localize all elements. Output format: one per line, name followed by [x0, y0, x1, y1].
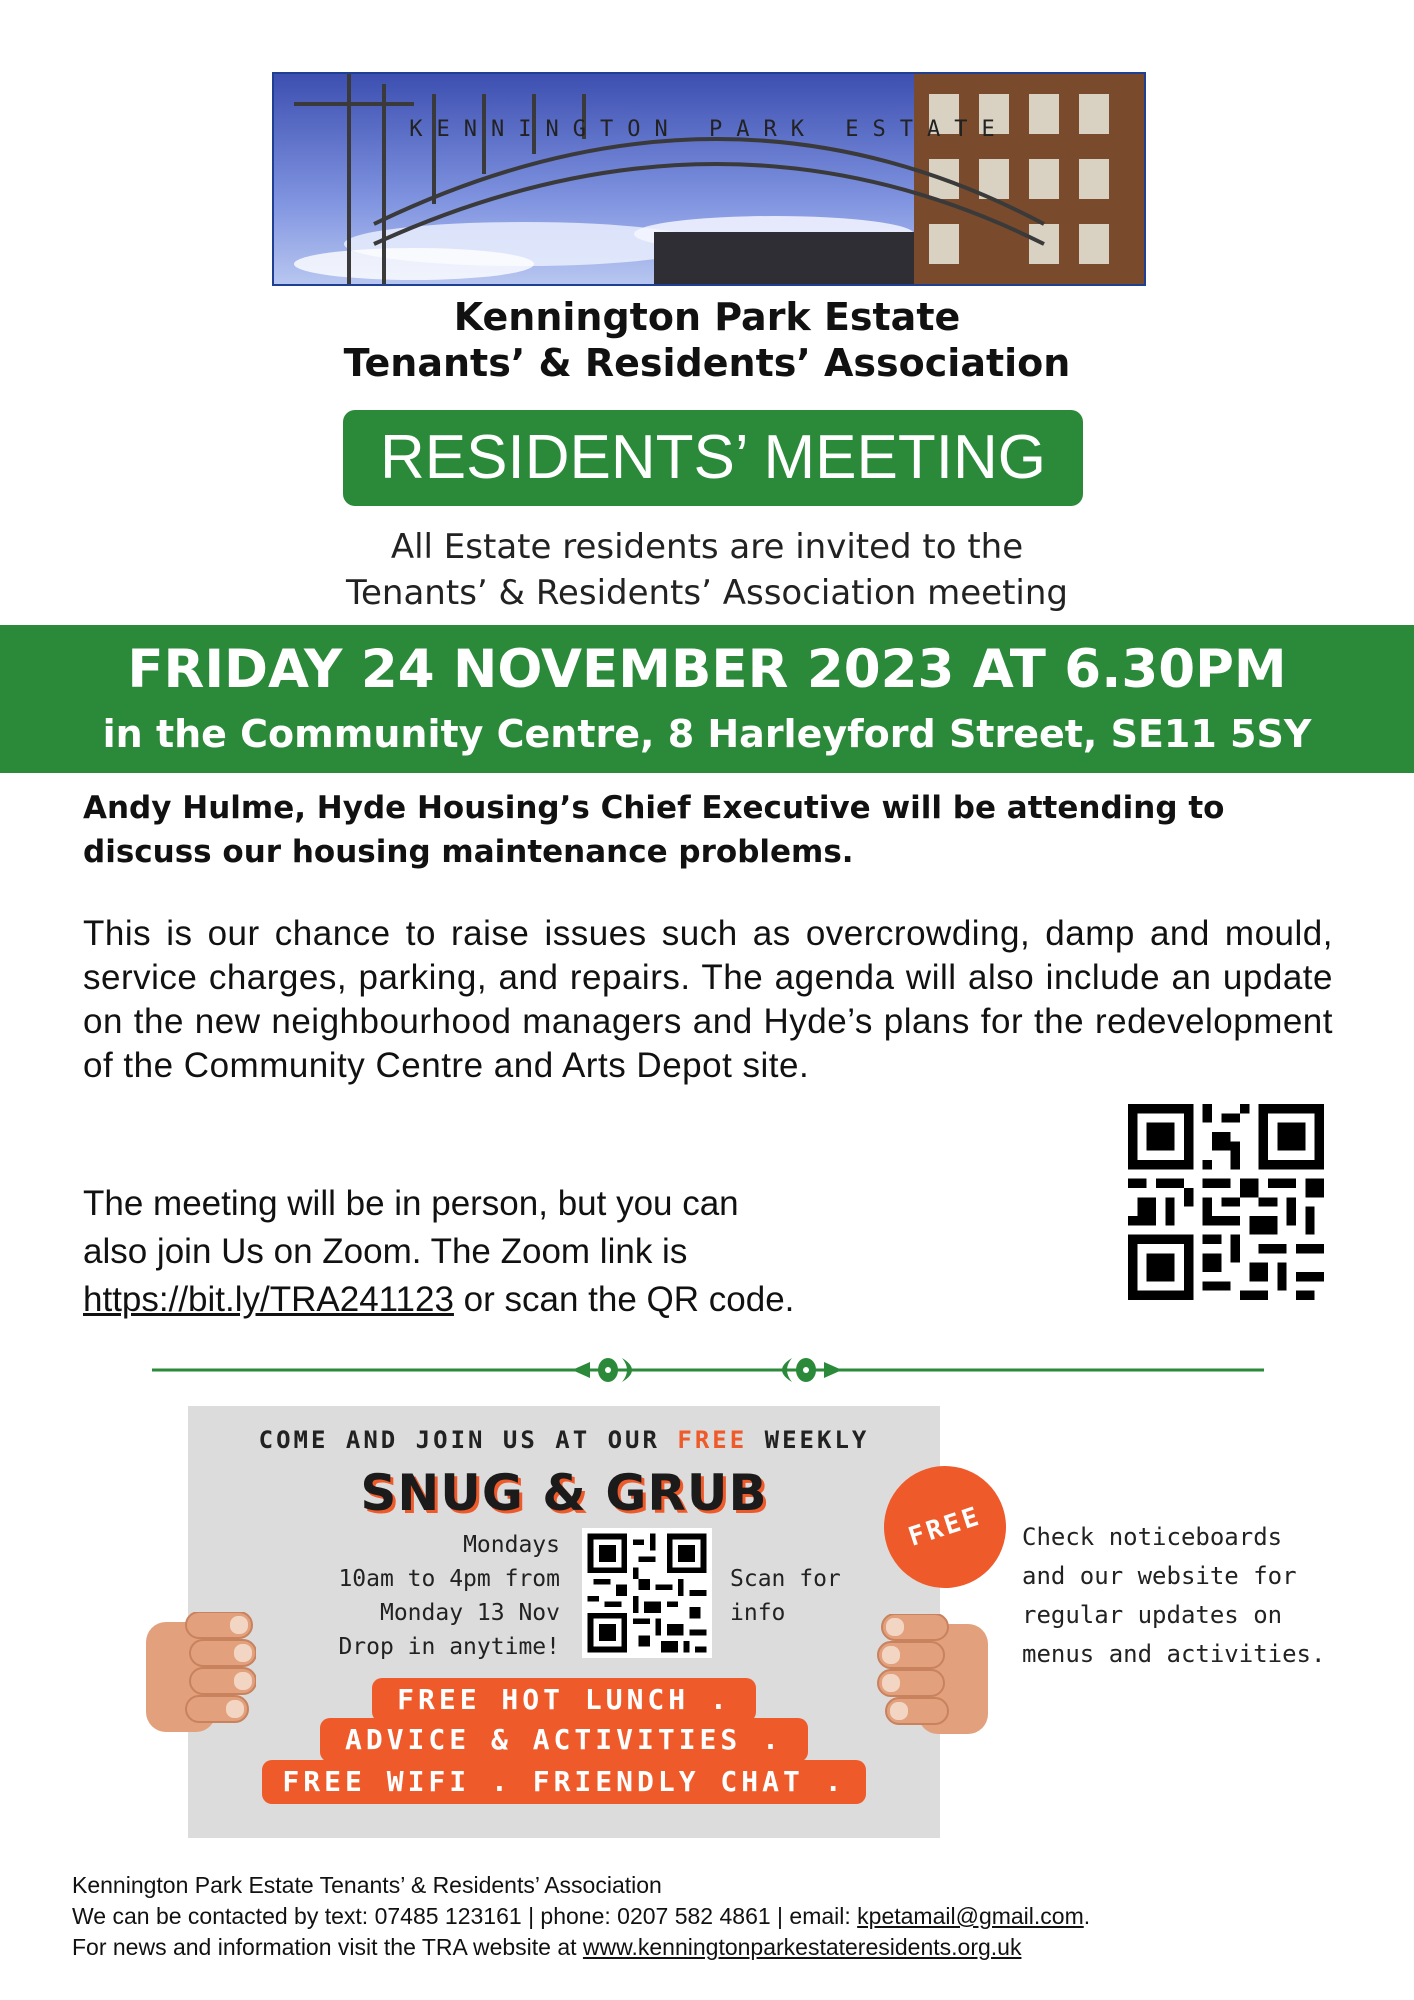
left-hand-illustration: [146, 1612, 256, 1732]
estate-gate-photo: [272, 72, 1146, 286]
offer-pill-advice: ADVICE & ACTIVITIES .: [320, 1718, 808, 1762]
schedule-line: Drop in anytime!: [338, 1634, 560, 1660]
right-hand-illustration: [876, 1614, 988, 1734]
footer-website-text: For news and information visit the TRA website at: [72, 1934, 583, 1960]
footer-contact: [72, 1901, 1372, 1932]
agenda-paragraph: This is our chance to raise issues such as overcrowding, damp and mould, service charges, parking, and repairs. The agenda will also include an update on the new neighbourhood managers and Hyde’s plans for the redevelopment of the Community Centre and Arts Depot site.: [83, 914, 1333, 1085]
footer-contact-end: .: [1083, 1903, 1091, 1929]
offer-pill-lunch: FREE HOT LUNCH .: [372, 1678, 756, 1722]
website-link[interactable]: www.kenningtonparkestateresidents.org.uk: [582, 1934, 1022, 1960]
organization-title: [0, 294, 1414, 386]
poster-heading-pre: COME AND JOIN US AT OUR: [258, 1426, 678, 1454]
schedule-line: Mondays: [463, 1532, 560, 1558]
org-title-line1: Kennington Park Estate: [453, 295, 961, 339]
meeting-date: FRIDAY 24 NOVEMBER 2023 AT 6.30PM: [127, 639, 1287, 700]
zoom-link[interactable]: https://bit.ly/TRA241123: [83, 1280, 454, 1319]
zoom-line3: [83, 1276, 983, 1324]
zoom-suffix: or scan the QR code.: [453, 1280, 795, 1319]
arch-lettering: KENNINGTON PARK ESTATE: [409, 117, 1009, 142]
scan-for-info: [730, 1562, 850, 1630]
zoom-line1: The meeting will be in person, but you can: [83, 1184, 739, 1223]
note-line: regular updates on: [1022, 1601, 1283, 1629]
org-title-line2: Tenants’ & Residents’ Association: [343, 341, 1071, 385]
lead-paragraph: Andy Hulme, Hyde Housing’s Chief Executive will be attending to discuss our housing maintenance problems.: [83, 790, 1225, 870]
noticeboard-note: [1022, 1518, 1352, 1674]
contact-footer: [72, 1870, 1372, 1963]
schedule-line: 10am to 4pm from: [338, 1566, 560, 1592]
date-venue-band: [0, 625, 1414, 773]
residents-meeting-badge: RESIDENTS’ MEETING: [343, 410, 1083, 506]
footer-org: Kennington Park Estate Tenants’ & Residents’ Association: [72, 1872, 662, 1898]
poster-heading-post: WEEKLY: [747, 1426, 870, 1454]
invitation-text: [0, 524, 1414, 616]
email-link[interactable]: kpetamail@gmail.com: [857, 1903, 1084, 1929]
snug-qr-code[interactable]: [582, 1528, 712, 1658]
poster-heading-free: FREE: [677, 1426, 748, 1454]
poster-heading: [188, 1426, 940, 1454]
snug-grub-title: SNUG & GRUB: [360, 1464, 768, 1522]
note-line: and our website for: [1022, 1562, 1297, 1590]
note-line: Check noticeboards: [1022, 1523, 1283, 1551]
free-badge: FREE: [868, 1450, 1022, 1604]
offer-pill-wifi: FREE WIFI . FRIENDLY CHAT .: [262, 1760, 866, 1804]
ornamental-divider: [152, 1350, 1264, 1390]
footer-website: [72, 1932, 1372, 1963]
scan-line: Scan for: [730, 1566, 841, 1592]
footer-contact-text: We can be contacted by text: 07485 123161 | phone: 0207 582 4861 | email:: [72, 1903, 858, 1929]
zoom-paragraph: [83, 1180, 983, 1324]
zoom-qr-code[interactable]: [1128, 1104, 1324, 1300]
snug-schedule: [300, 1528, 560, 1664]
invite-line2: Tenants’ & Residents’ Association meeting: [346, 573, 1068, 613]
scan-line: info: [730, 1600, 786, 1626]
invite-line1: All Estate residents are invited to the: [390, 527, 1024, 567]
zoom-line2: also join Us on Zoom. The Zoom link is: [83, 1232, 688, 1271]
schedule-line: Monday 13 Nov: [379, 1600, 560, 1626]
note-line: menus and activities.: [1022, 1640, 1326, 1668]
meeting-venue: in the Community Centre, 8 Harleyford Street, SE11 5SY: [102, 712, 1312, 756]
